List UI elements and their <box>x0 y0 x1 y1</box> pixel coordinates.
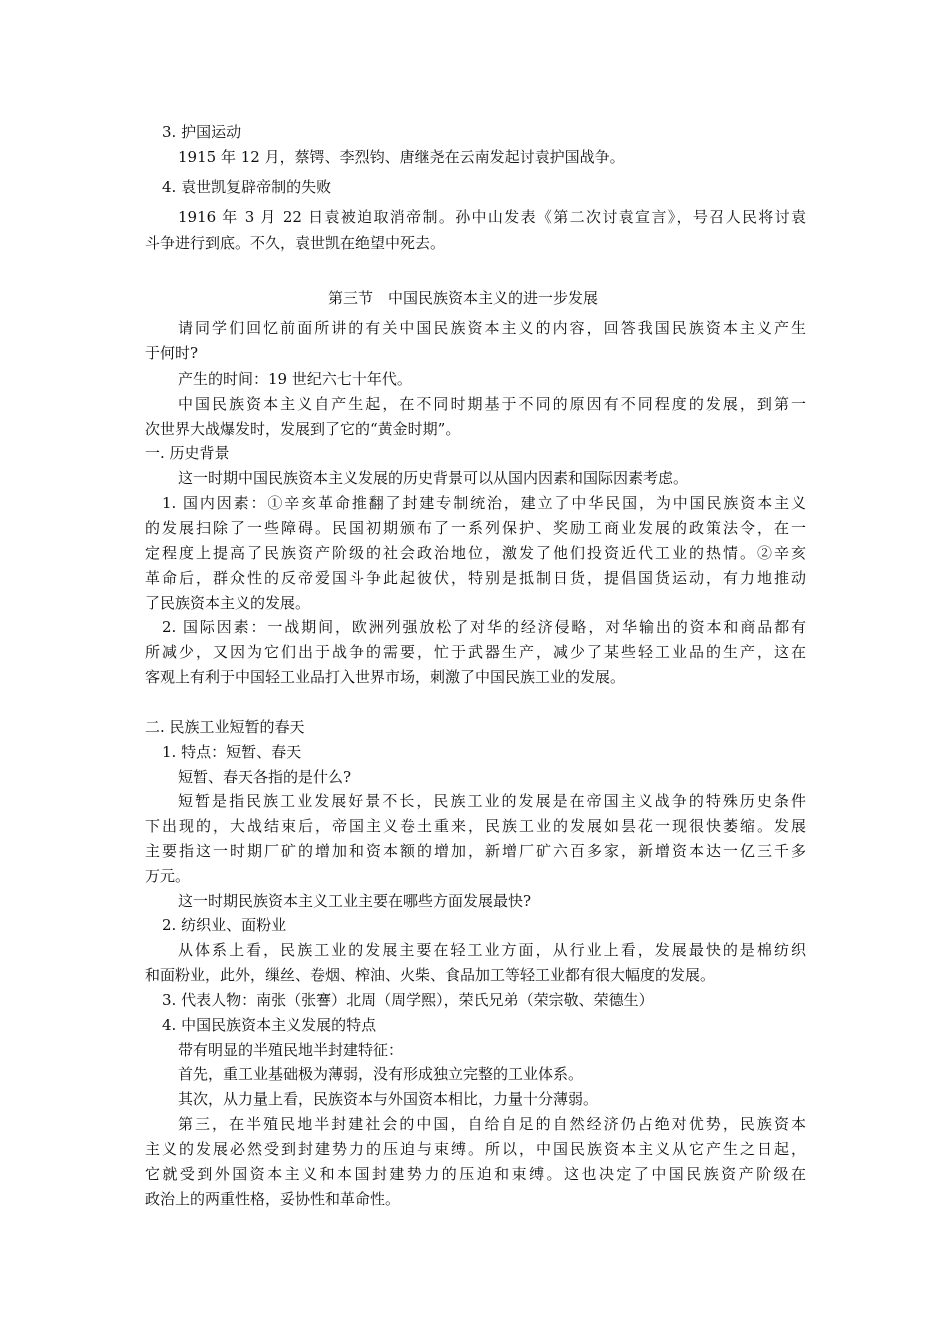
paragraph-line: 它就受到外国资本主义和本国封建势力的压迫和束缚。这也决定了中国民族资产阶级在 <box>145 1165 806 1183</box>
paragraph-line: 斗争进行到底。不久，袁世凯在绝望中死去。 <box>145 234 446 252</box>
heading-historical-background: 一. 历史背景 <box>145 444 230 462</box>
paragraph-line: 中国民族资本主义自产生起，在不同时期基于不同的原因有不同程度的发展，到第一 <box>178 395 806 413</box>
paragraph-line: 第三，在半殖民地半封建社会的中国，自给自足的自然经济仍占绝对优势，民族资本 <box>178 1115 806 1133</box>
section-title: 第三节 中国民族资本主义的进一步发展 <box>328 289 599 307</box>
paragraph-line: 从体系上看，民族工业的发展主要在轻工业方面，从行业上看，发展最快的是棉纺织 <box>178 941 806 959</box>
heading-restoration-failure: 4. 袁世凯复辟帝制的失败 <box>162 178 332 196</box>
paragraph-line: 这一时期民族资本主义工业主要在哪些方面发展最快? <box>178 892 532 910</box>
heading-short-spring: 二. 民族工业短暂的春天 <box>145 718 305 736</box>
paragraph-line: 产生的时间：19 世纪六七十年代。 <box>178 370 412 388</box>
paragraph-line: 的发展扫除了一些障碍。民国初期颁布了一系列保护、奖励工商业发展的政策法令，在一 <box>145 519 806 537</box>
paragraph-line: 次世界大战爆发时，发展到了它的“黄金时期”。 <box>145 420 461 438</box>
paragraph-line: 政治上的两重性格，妥协性和革命性。 <box>145 1190 401 1208</box>
paragraph-line: 1. 国内因素：①辛亥革命推翻了封建专制统治，建立了中华民国，为中国民族资本主义 <box>162 494 806 512</box>
paragraph-line: 3. 代表人物：南张（张謇）北周（周学熙），荣氏兄弟（荣宗敬、荣德生） <box>162 991 654 1009</box>
paragraph-line: 其次，从力量上看，民族资本与外国资本相比，力量十分薄弱。 <box>178 1090 599 1108</box>
paragraph-line: 1. 特点：短暂、春天 <box>162 743 302 761</box>
paragraph-line: 了民族资本主义的发展。 <box>145 594 311 612</box>
paragraph-line: 请同学们回忆前面所讲的有关中国民族资本主义的内容，回答我国民族资本主义产生 <box>178 319 806 337</box>
paragraph-line: 主义的发展必然受到封建势力的压迫与束缚。所以，中国民族资本主义从它产生之日起， <box>145 1140 806 1158</box>
paragraph-line: 客观上有利于中国轻工业品打入世界市场，刺激了中国民族工业的发展。 <box>145 668 626 686</box>
paragraph-line: 2. 国际因素：一战期间，欧洲列强放松了对华的经济侵略，对华输出的资本和商品都有 <box>162 618 806 636</box>
paragraph-line: 首先，重工业基础极为薄弱，没有形成独立完整的工业体系。 <box>178 1065 584 1083</box>
paragraph-line: 革命后，群众性的反帝爱国斗争此起彼伏，特别是抵制日货，提倡国货运动，有力地推动 <box>145 569 806 587</box>
paragraph-line: 主要指这一时期厂矿的增加和资本额的增加，新增厂矿六百多家，新增资本达一亿三千多 <box>145 842 806 860</box>
paragraph-line: 1915 年 12 月，蔡锷、李烈钧、唐继尧在云南发起讨袁护国战争。 <box>178 148 625 166</box>
paragraph-line: 定程度上提高了民族资产阶级的社会政治地位，激发了他们投资近代工业的热情。②辛亥 <box>145 544 806 562</box>
paragraph-line: 于何时? <box>145 344 199 362</box>
heading-huguo-movement: 3. 护国运动 <box>162 123 242 141</box>
paragraph-line: 短暂是指民族工业发展好景不长，民族工业的发展是在帝国主义战争的特殊历史条件 <box>178 792 806 810</box>
paragraph-line: 短暂、春天各指的是什么? <box>178 768 352 786</box>
paragraph-line: 所减少，又因为它们出于战争的需要，忙于武器生产，减少了某些轻工业品的生产，这在 <box>145 643 806 661</box>
paragraph-line: 4. 中国民族资本主义发展的特点 <box>162 1016 377 1034</box>
paragraph-line: 下出现的，大战结束后，帝国主义卷土重来，民族工业的发展如昙花一现很快萎缩。发展 <box>145 817 806 835</box>
paragraph-line: 带有明显的半殖民地半封建特征： <box>178 1041 404 1059</box>
paragraph-line: 1916 年 3 月 22 日袁被迫取消帝制。孙中山发表《第二次讨袁宣言》，号召人民将讨袁 <box>178 208 806 226</box>
paragraph-line: 2. 纺织业、面粉业 <box>162 916 287 934</box>
paragraph-line: 和面粉业，此外，缫丝、卷烟、榨油、火柴、食品加工等轻工业都有很大幅度的发展。 <box>145 966 716 984</box>
paragraph-line: 这一时期中国民族资本主义发展的历史背景可以从国内因素和国际因素考虑。 <box>178 469 689 487</box>
paragraph-line: 万元。 <box>145 867 191 885</box>
